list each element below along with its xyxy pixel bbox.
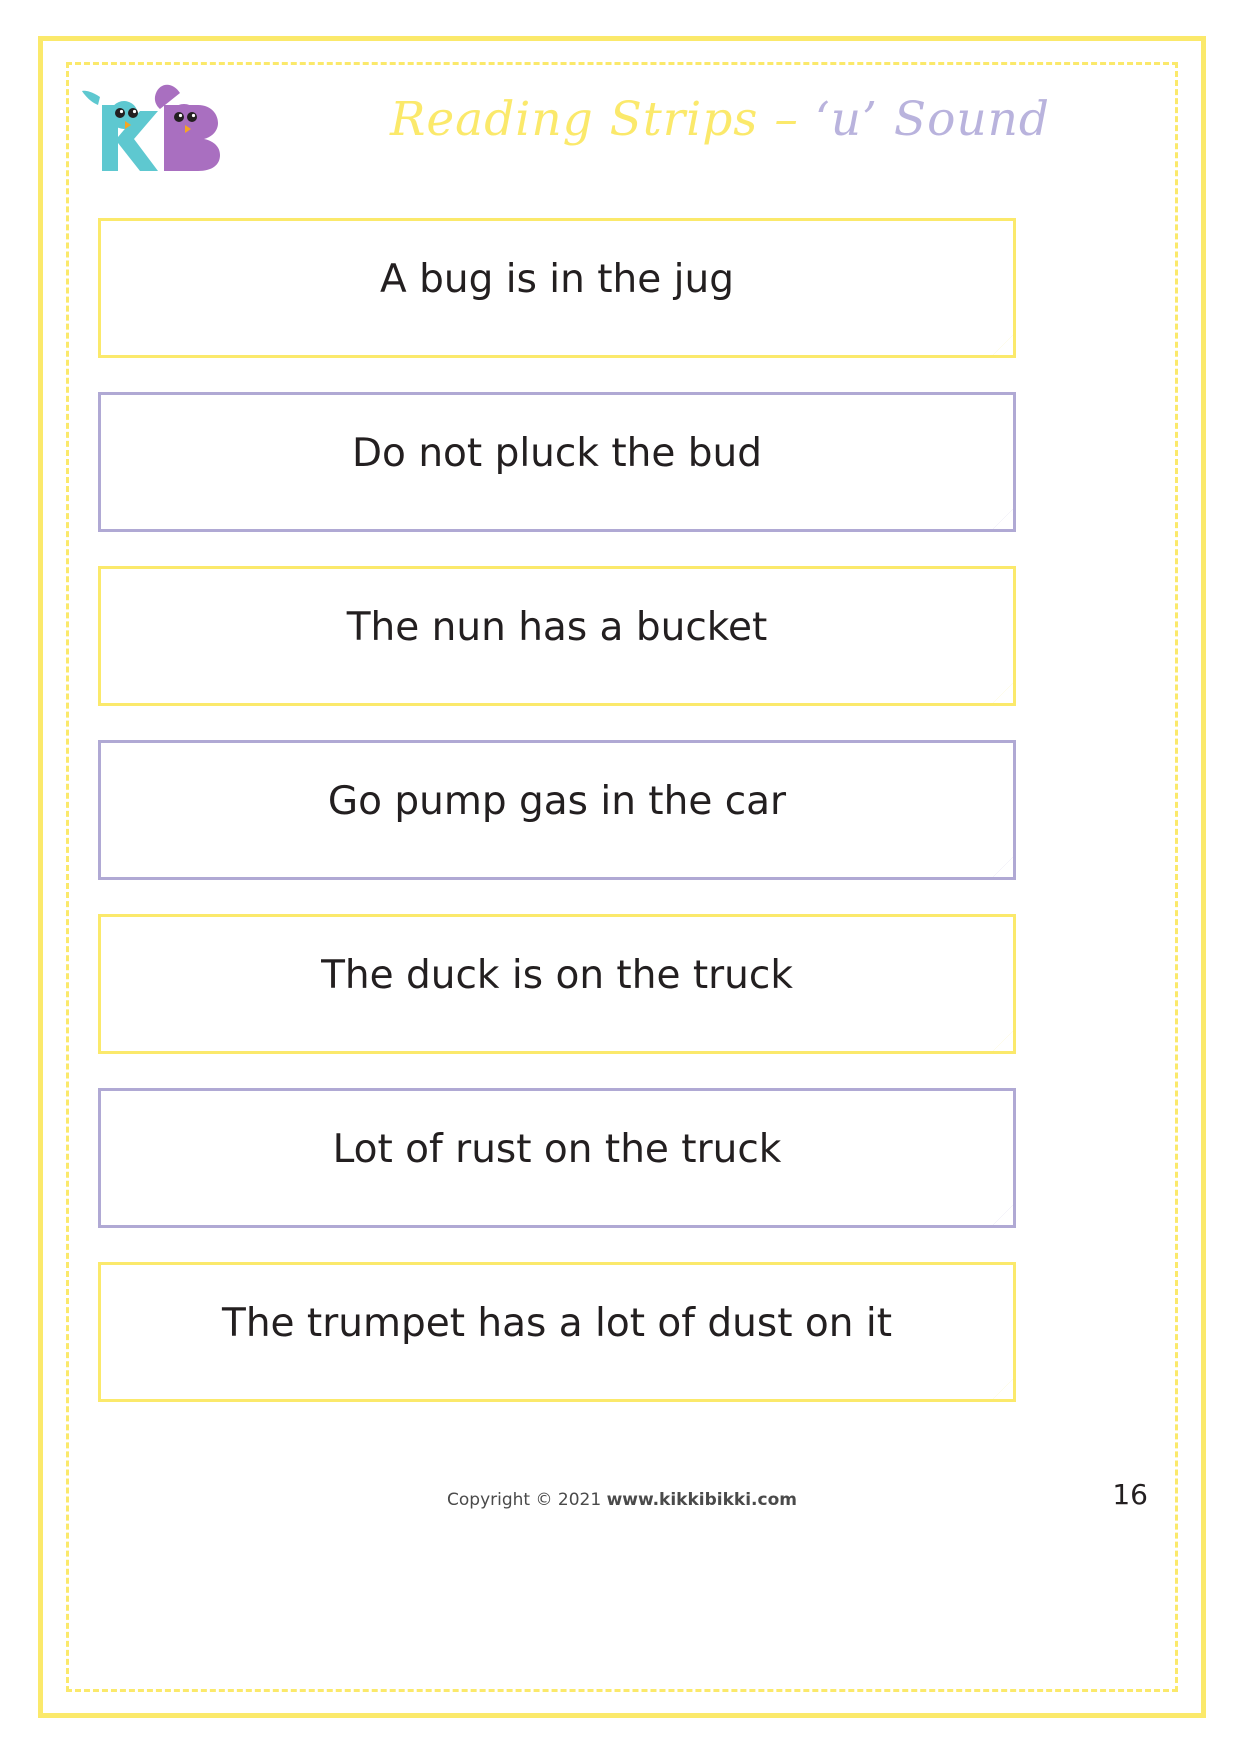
folded-corner-icon bbox=[990, 680, 1016, 706]
folded-corner-icon bbox=[990, 1376, 1016, 1402]
folded-corner-icon bbox=[990, 332, 1016, 358]
copyright-prefix: Copyright © 2021 bbox=[447, 1490, 607, 1510]
folded-corner-icon bbox=[990, 1028, 1016, 1054]
copyright-notice bbox=[0, 1490, 1244, 1510]
reading-strip[interactable] bbox=[98, 914, 1016, 1054]
reading-strip-text: The trumpet has a lot of dust on it bbox=[222, 1300, 892, 1346]
folded-corner-icon bbox=[990, 854, 1016, 880]
page-title-main: Reading Strips – bbox=[389, 92, 815, 147]
reading-strip[interactable] bbox=[98, 566, 1016, 706]
reading-strip[interactable] bbox=[98, 392, 1016, 532]
folded-corner-icon bbox=[990, 1202, 1016, 1228]
reading-strip[interactable] bbox=[98, 218, 1016, 358]
reading-strip[interactable] bbox=[98, 740, 1016, 880]
reading-strip[interactable] bbox=[98, 1262, 1016, 1402]
reading-strip-text: A bug is in the jug bbox=[380, 256, 734, 302]
page-number: 16 bbox=[1112, 1478, 1148, 1511]
reading-strip-text: Lot of rust on the truck bbox=[332, 1126, 782, 1172]
reading-strip-text: Do not pluck the bud bbox=[352, 430, 762, 476]
reading-strips-list bbox=[98, 218, 1016, 1436]
copyright-site: www.kikkibikki.com bbox=[606, 1490, 797, 1510]
folded-corner-icon bbox=[990, 506, 1016, 532]
page-title bbox=[280, 92, 1160, 147]
page-title-sound: ‘u’ Sound bbox=[814, 92, 1051, 147]
kikki-bikki-logo-icon bbox=[80, 75, 230, 193]
page-header bbox=[80, 70, 1164, 195]
reading-strip-text: The nun has a bucket bbox=[346, 604, 768, 650]
reading-strip[interactable] bbox=[98, 1088, 1016, 1228]
reading-strip-text: Go pump gas in the car bbox=[327, 778, 787, 824]
reading-strip-text: The duck is on the truck bbox=[321, 952, 793, 998]
